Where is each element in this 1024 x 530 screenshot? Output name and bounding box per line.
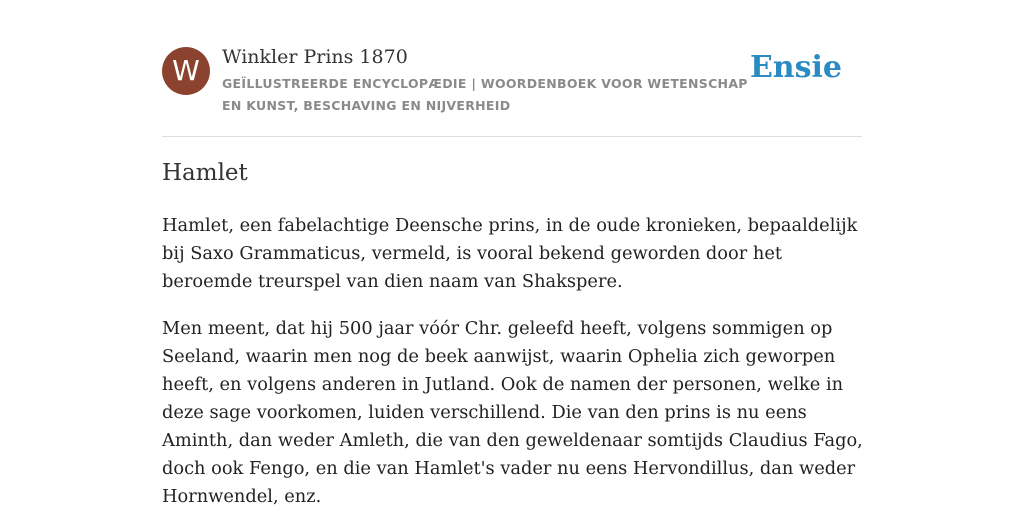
article-title: Hamlet [162, 160, 248, 186]
article-paragraph: Hamlet, een fabelachtige Deensche prins, in de oude kronieken, bepaaldelijk bij Saxo Grammaticus, vermeld, is vooral bekend geworden door het beroemde treurspel van dien naam van Shakspere. [162, 215, 858, 292]
article-paragraph: Men meent, dat hij 500 jaar vóór Chr. geleefd heeft, volgens sommigen op Seeland, waarin men nog de beek aanwijst, waarin Ophelia zich geworpen heeft, en volgens anderen in Jutland. Ook de namen der personen, welke in deze sage voorkomen, luiden verschillend. Die van den prins is nu eens Aminth, dan weder Amleth, die van den geweldenaar somtijds Claudius Fago, doch ook Fengo, en die van Hamlet's vader nu eens Hervondillus, dan weder Hornwendel, enz. [162, 318, 863, 507]
source-title[interactable]: Winkler Prins 1870 [222, 46, 408, 68]
source-header [162, 44, 862, 137]
ensie-logo[interactable]: Ensie [749, 50, 842, 85]
source-subtitle: GEÏLLUSTREERDE ENCYCLOPÆDIE | WOORDENBOEK VOOR WETENSCHAP EN KUNST, BESCHAVING EN NIJVERHEID [222, 76, 748, 113]
source-avatar[interactable]: W [162, 47, 210, 95]
article-body [162, 212, 864, 530]
